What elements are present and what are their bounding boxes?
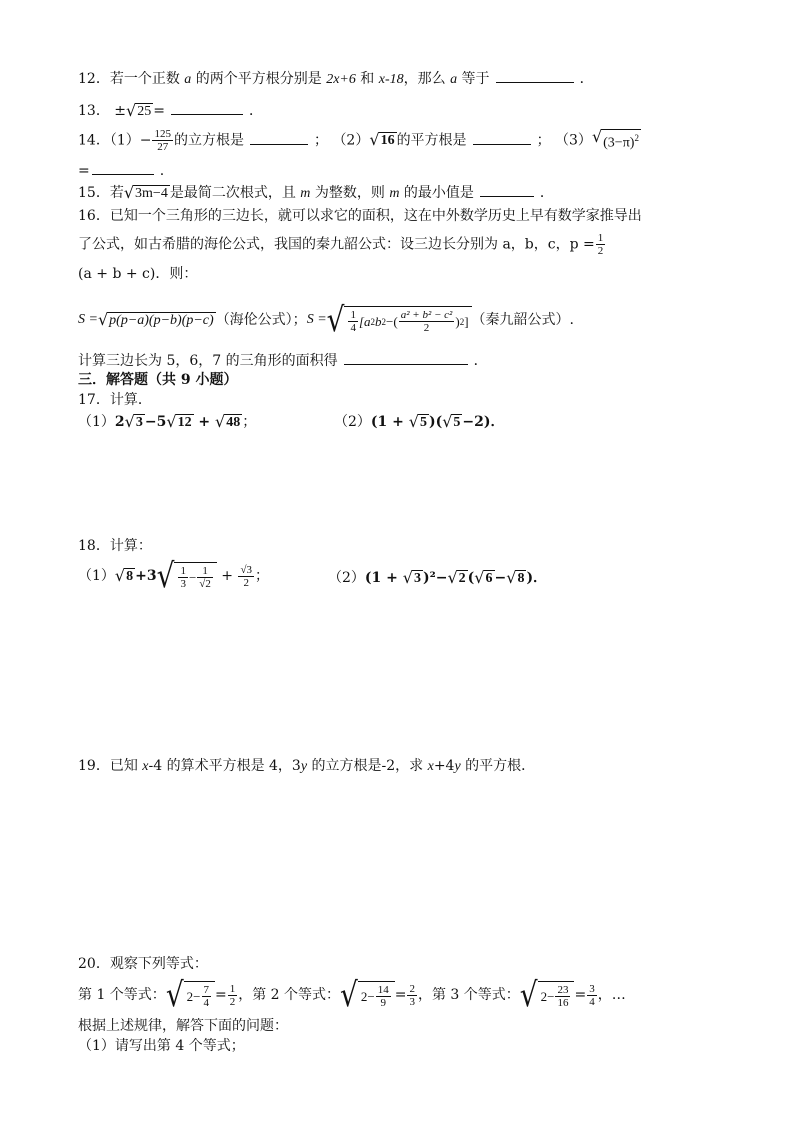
sqrt-expression: √ $(3-\pi)^2$: [591, 127, 639, 151]
question-17-parts: （1）2 √ 3 −5 √ 12 + √ 48 ； （2）(1 + √ 5 )( √ 5 −2)．: [78, 411, 505, 431]
question-16-line3: (a + b + c)．则：: [78, 266, 198, 282]
answer-blank[interactable]: [250, 130, 308, 145]
question-20-rule: 根据上述规律，解答下面的问题：: [78, 1018, 288, 1034]
question-18-parts: （1） √ 8 +3 √ $\frac{1}{3}$ − $\frac{1}{√2}$ + $\frac{√3}{2}$ ； （2）(1 + √ 3 )²− √ 2 ( √ 6 − √ 8 )．: [78, 555, 548, 596]
question-12: 12．若一个正数 a 的两个平方根分别是 2x+6 和 x-18，那么 a 等于 ．: [78, 68, 724, 90]
section-heading: 三．解答题（共 9 小题）: [78, 372, 238, 388]
answer-blank[interactable]: [344, 350, 468, 365]
question-20-title: 20．观察下列等式：: [78, 956, 208, 972]
fraction: $\frac{1}{2}$: [597, 232, 604, 257]
sqrt-expression: √ 16: [369, 130, 395, 149]
question-20-sub1: （1）请写出第 4 个等式；: [78, 1038, 245, 1054]
question-16-line1: 16．已知一个三角形的三边长，就可以求它的面积，这在中外数学历史上早有数学家推导出: [78, 208, 642, 224]
answer-blank[interactable]: [480, 182, 534, 197]
question-14: 14．（1）− $\frac{125}{27}$ 的立方根是 ； （2） √ 16 的平方根是 ； （3） √ $(3-\pi)^2$: [78, 127, 639, 153]
question-13: 13． ± √ 25 = ．: [78, 100, 263, 120]
answer-blank[interactable]: [92, 160, 154, 175]
sqrt-expression: √ 25: [126, 100, 152, 120]
question-14-cont: = .: [78, 160, 724, 181]
heron-formula: √ p(p−a)(p−b)(p−c): [97, 309, 214, 329]
question-16-ask: 计算三边长为 5，6，7 的三角形的面积得 ．: [78, 350, 724, 371]
fraction: $\frac{125}{27}$: [154, 128, 171, 153]
question-18-title: 18．计算：: [78, 538, 152, 554]
answer-blank[interactable]: [171, 100, 243, 115]
qin-formula: √ $\frac{1}{4}$ [a 2 b 2 −( $\frac{\text{a² + b² − c²}}{2}$ ) 2 ]: [327, 306, 472, 334]
question-16-line2: 了公式，如古希腊的海伦公式，我国的秦九韶公式：设三边长分别为 a，b，c，p = $\frac{1}{2}$: [78, 232, 604, 257]
question-15: 15．若 √ 3m−4 是最简二次根式，且 m 为整数，则 m 的最小值是 ．: [78, 182, 554, 202]
answer-blank[interactable]: [473, 130, 531, 145]
question-17-title: 17．计算．: [78, 392, 152, 408]
sqrt-expression: √ 3m−4: [123, 182, 168, 202]
question-20-equations: 第 1 个等式： √ 2− $\frac{7}{4}$ = $\frac{1}{2}$ ，第 2 个等式： √ 2− $\frac{14}{9}$ = $\frac{2}{3}$ ，第 3 个等式： √ 2− $\frac{23}{16}$ = $\frac{3}{4}$ ，…: [78, 974, 626, 1015]
question-16-formulas: S = √ p(p−a)(p−b)(p−c) （海伦公式）； S = √ $\frac{1}{4}$ [a 2 b 2 −( $\frac{\text{a² + b² − c²}}{2}$ ) 2 ] （秦九韶公式）.: [78, 299, 574, 340]
answer-blank[interactable]: [496, 68, 574, 83]
question-19: 19．已知 x-4 的算术平方根是 4，3y 的立方根是-2，求 x+4y 的平方根．: [78, 758, 536, 774]
